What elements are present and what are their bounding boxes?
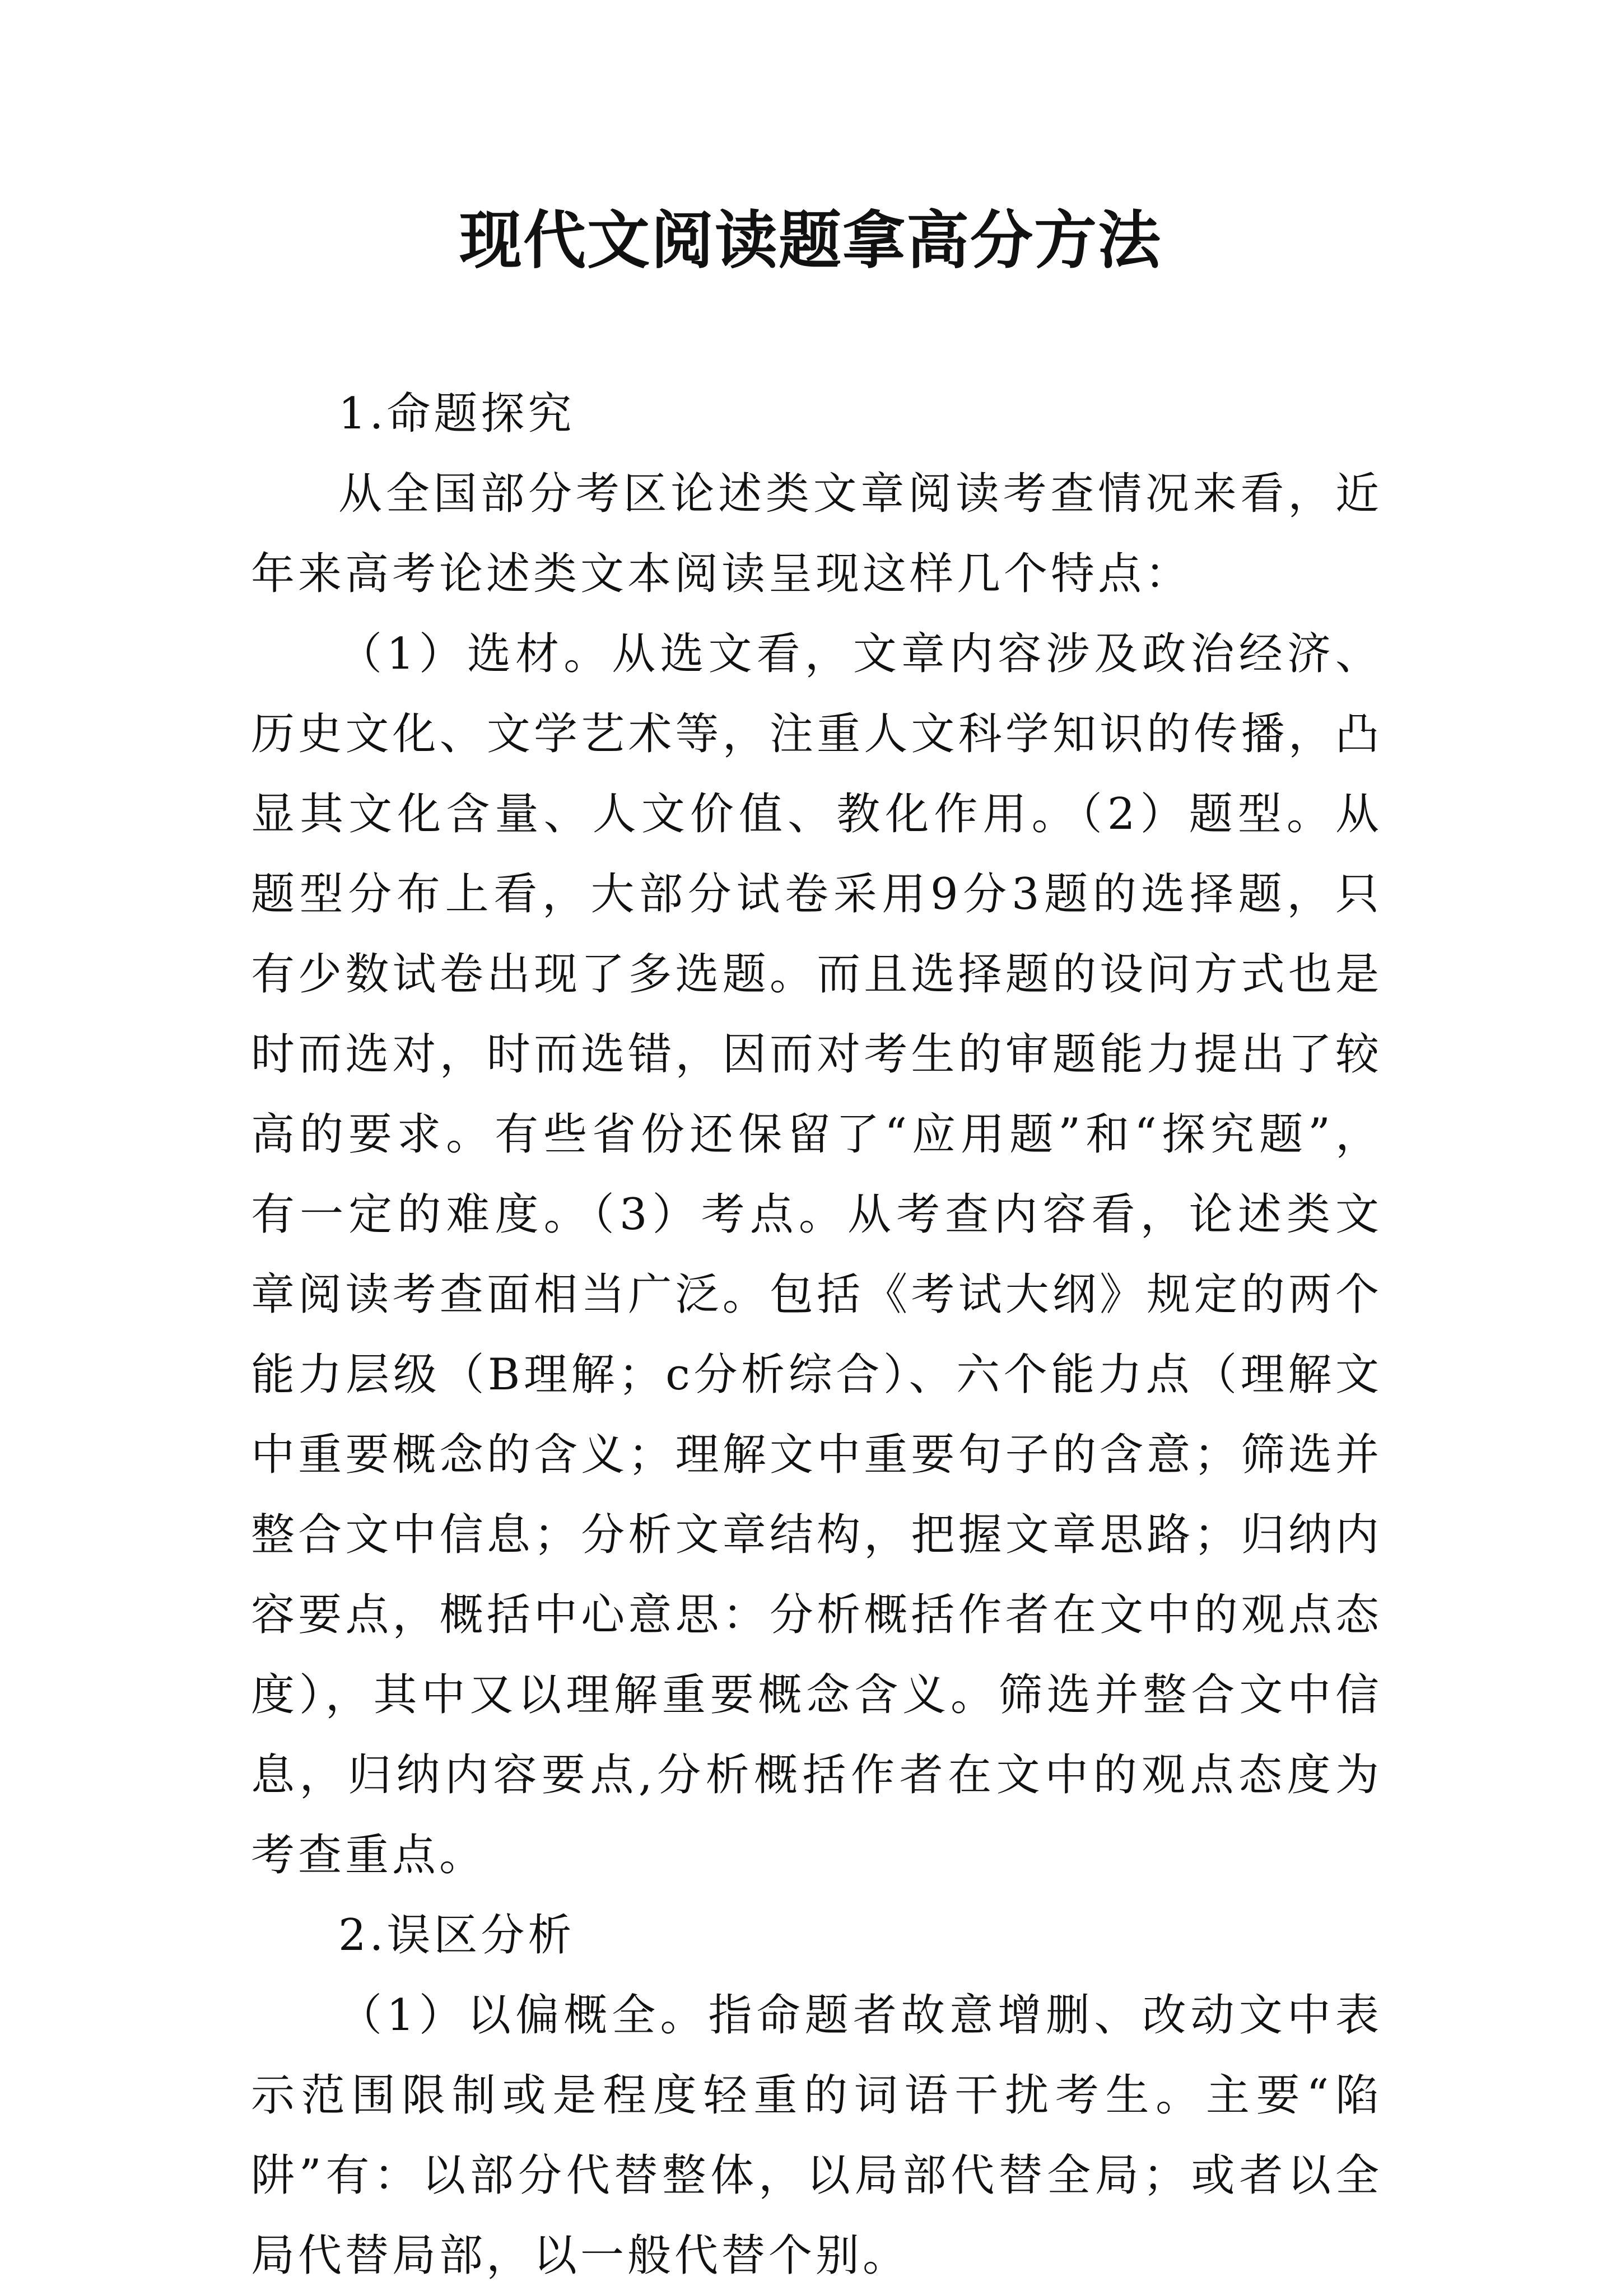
- paragraph-intro: 从全国部分考区论述类文章阅读考查情况来看，近年来高考论述类文本阅读呈现这样几个特点：: [251, 469, 1382, 599]
- paragraph-misconception-1: （1）以偏概全。指命题者故意增删、改动文中表示范围限制或是程度轻重的词语干扰考生。主要“陷阱”有：以部分代替整体，以局部代替全局；或者以全局代替局部，以一般代替个别。: [251, 1990, 1382, 2281]
- paragraph-features: （1）选材。从选文看，文章内容涉及政治经济、历史文化、文学艺术等，注重人文科学知识的传播，凸显其文化含量、人文价值、教化作用。（2）题型。从题型分布上看，大部分试卷采用9分3题的选择题，只有少数试卷出现了多选题。而且选择题的设问方式也是时而选对，时而选错，因而对考生的审题能力提出了较高的要求。有些省份还保留了“应用题”和“探究题”，有一定的难度。（3）考点。从考查内容看，论述类文章阅读考查面相当广泛。包括《考试大纲》规定的两个能力层级（B理解；c分析综合）、六个能力点（理解文中重要概念的含义；理解文中重要句子的含意；筛选并整合文中信息；分析文章结构，把握文章思路；归纳内容要点，概括中心意思：分析概括作者在文中的观点态度），其中又以理解重要概念含义。筛选并整合文中信息，归纳内容要点,分析概括作者在文中的观点态度为考查重点。: [251, 629, 1382, 1880]
- section-heading-2: 2.误区分析: [338, 1910, 575, 1961]
- section-heading-1: 1.命题探究: [338, 389, 575, 439]
- document-body: [251, 374, 1382, 2296]
- document-title: 现代文阅读题拿高分方法: [459, 204, 1162, 277]
